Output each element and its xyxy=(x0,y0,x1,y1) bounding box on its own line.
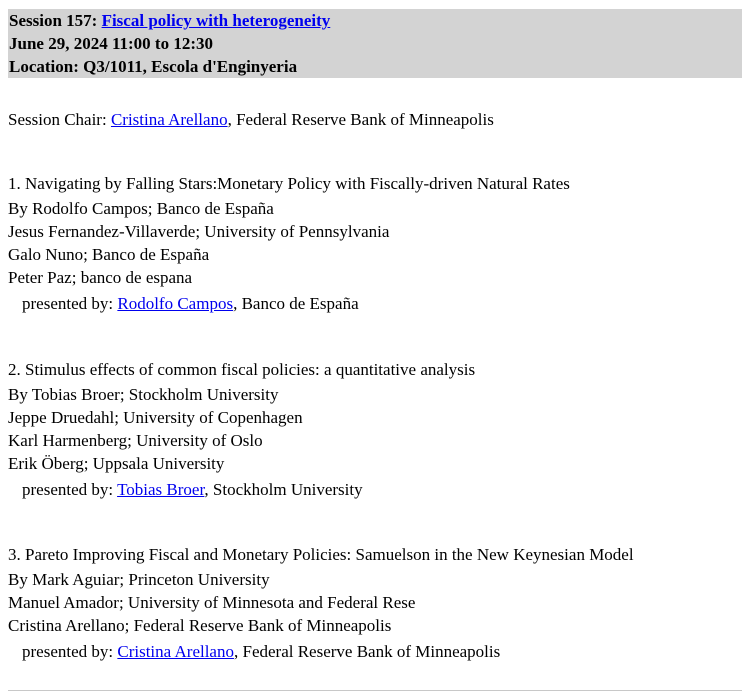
presenter-affiliation: , Banco de España xyxy=(233,294,359,313)
paper-1 xyxy=(8,172,570,315)
paper-title: 3. Pareto Improving Fiscal and Monetary Policies: Samuelson in the New Keynesian Model xyxy=(8,545,634,564)
author-line: Cristina Arellano; Federal Reserve Bank of Minneapolis xyxy=(8,616,392,635)
presenter-link[interactable]: Rodolfo Campos xyxy=(117,294,234,313)
session-chair xyxy=(8,108,494,131)
author-line: Galo Nuno; Banco de España xyxy=(8,245,210,264)
session-title-link[interactable]: Fiscal policy with heterogeneity xyxy=(101,11,331,30)
presented-by-label: presented by: xyxy=(22,480,118,499)
paper-title: 1. Navigating by Falling Stars:Monetary Policy with Fiscally-driven Natural Rates xyxy=(8,174,570,193)
author-line: By Mark Aguiar; Princeton University xyxy=(8,570,270,589)
author-line: Erik Öberg; Uppsala University xyxy=(8,454,225,473)
presenter-line xyxy=(8,292,570,315)
session-location: Location: Q3/1011, Escola d'Enginyeria xyxy=(9,57,298,76)
presented-by-label: presented by: xyxy=(22,642,118,661)
presenter-link[interactable]: Tobias Broer xyxy=(117,480,205,499)
chair-label: Session Chair: xyxy=(8,110,111,129)
session-line xyxy=(8,9,742,32)
presenter-affiliation: , Federal Reserve Bank of Minneapolis xyxy=(233,642,501,661)
author-line: By Rodolfo Campos; Banco de España xyxy=(8,199,274,218)
divider xyxy=(8,690,742,691)
presenter-affiliation: , Stockholm University xyxy=(204,480,363,499)
chair-affiliation: , Federal Reserve Bank of Minneapolis xyxy=(227,110,494,129)
paper-2 xyxy=(8,358,475,501)
session-datetime: June 29, 2024 11:00 to 12:30 xyxy=(9,34,213,53)
author-line: Jesus Fernandez-Villaverde; University of Pennsylvania xyxy=(8,222,390,241)
author-line: Karl Harmenberg; University of Oslo xyxy=(8,431,263,450)
chair-name-link[interactable]: Cristina Arellano xyxy=(110,110,228,129)
author-line: Manuel Amador; University of Minnesota and Federal Rese xyxy=(8,593,416,612)
presenter-line xyxy=(8,478,475,501)
presented-by-label: presented by: xyxy=(22,294,118,313)
author-line: Jeppe Druedahl; University of Copenhagen xyxy=(8,408,303,427)
author-line: By Tobias Broer; Stockholm University xyxy=(8,385,279,404)
paper-title: 2. Stimulus effects of common fiscal policies: a quantitative analysis xyxy=(8,360,476,379)
author-line: Peter Paz; banco de espana xyxy=(8,268,193,287)
session-header xyxy=(8,9,742,78)
presenter-line xyxy=(8,640,634,663)
presenter-link[interactable]: Cristina Arellano xyxy=(117,642,234,661)
paper-3 xyxy=(8,543,634,663)
session-prefix: Session 157: xyxy=(9,11,102,30)
